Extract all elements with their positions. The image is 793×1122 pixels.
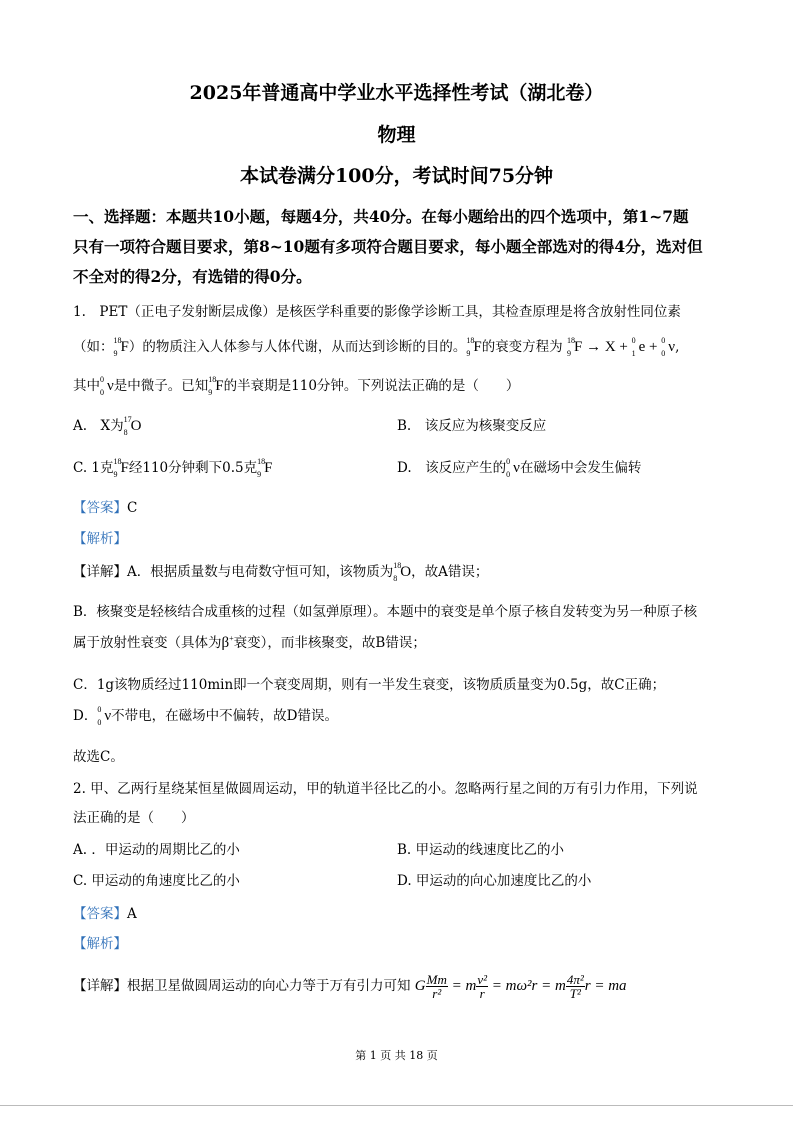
q1-detail-d (73, 704, 338, 725)
q1-stem-text: ）的物质注入人体参与人体代谢，从而达到诊断的目的。 (128, 339, 467, 355)
detail-text: 属于放射性衰变（具体为 (73, 635, 222, 651)
q1-stem-line3 (73, 374, 519, 395)
gravitation-formula: G $\frac{Mm}{\text{r²}}$ = m $\frac{\text{v²}}{r}$ = mω²r = m $\frac{\text{4π²}}{\text{T²}}$ r = ma (414, 972, 627, 1001)
o18-nuclide: 18 8 O (393, 561, 412, 583)
q1-stem-text: 的衰变方程为 (481, 339, 563, 355)
q1-conclusion: 故选C。 (73, 749, 124, 765)
answer-label: 【答案】 (73, 906, 127, 922)
detail-text: 根据卫星做圆周运动的向心力等于万有引力可知 (127, 977, 411, 994)
q1-stem-text: 是中微子。已知 (113, 378, 209, 394)
neutrino-symbol: 0 0 ν (506, 457, 520, 479)
subject-title: 物理 (377, 124, 416, 146)
q1-detail-a (73, 560, 488, 581)
detail-text: A．根据质量数与电荷数守恒可知，该物质为 (127, 564, 394, 580)
option-a-text: A. X为 (73, 418, 124, 434)
q1-option-b: B. 该反应为核聚变反应 (397, 418, 547, 434)
decay-equation: 18 9 F → X + 0 1 e + 0 0 ν (566, 336, 676, 358)
f18-nuclide: 18 9 F (113, 336, 129, 358)
f18-nuclide: 18 9 F (257, 457, 273, 479)
f18-nuclide: 18 9 F (466, 336, 482, 358)
q2-option-d: D. 甲运动的向心加速度比乙的小 (397, 873, 592, 889)
detail-text: 不带电，在磁场中不偏转，故D错误。 (111, 708, 338, 724)
beta-plus-symbol: β+ (221, 634, 234, 651)
q1-option-c (73, 456, 272, 477)
detail-text: 衰变），而非核聚变，故B错误； (233, 635, 426, 651)
q1-stem-line2: （如： 18 9 F）的物质注入人体参与人体代谢，从而达到诊断的目的。 18 9 F的衰变方程为 18 9 F → X + 0 1 e + 0 0 ν, (73, 336, 680, 358)
q1-stem-text: 的半衰期是110分钟。下列说法正确的是（ ） (223, 378, 520, 394)
q2-option-c: C. 甲运动的角速度比乙的小 (73, 873, 240, 889)
f18-nuclide: 18 9 F (208, 375, 224, 397)
o17-nuclide: 17 8 O (123, 415, 142, 437)
detail-label: 【详解】 (73, 564, 127, 580)
q2-option-a: A. ．甲运动的周期比乙的小 (73, 842, 240, 858)
q2-stem-line2: 法正确的是（ ） (73, 810, 195, 826)
option-d-text: D. 该反应产生的 (397, 460, 507, 476)
neutrino-symbol: 0 0 ν (97, 705, 112, 727)
page-bottom-divider (0, 1105, 793, 1106)
option-d-text: 在磁场中会发生偏转 (519, 460, 642, 476)
exam-info: 本试卷满分100分，考试时间75分钟 (239, 165, 554, 187)
q2-option-b: B. 甲运动的线速度比乙的小 (397, 842, 565, 858)
q1-option-d (397, 456, 641, 477)
page-number: 第 1 页 共 18 页 (355, 1049, 438, 1062)
answer-value: A (127, 906, 137, 922)
detail-text: ，故A错误； (411, 564, 489, 580)
section-instructions-line1: 一、选择题：本题共10小题，每题4分，共40分。在每小题给出的四个选项中，第1~7题 (73, 207, 689, 226)
q1-answer (73, 496, 137, 516)
q2-answer (73, 902, 137, 922)
q2-stem-line1: 2. 甲、乙两行星绕某恒星做圆周运动，甲的轨道半径比乙的小。忽略两行星之间的万有引力作用，下列说 (73, 781, 698, 797)
answer-value: C (127, 500, 138, 516)
option-c-text: C. 1克 (73, 460, 114, 476)
section-instructions-line3: 不全对的得2分，有选错的得0分。 (73, 267, 312, 286)
detail-label: 【详解】 (73, 977, 127, 994)
q1-detail-b1: B．核聚变是轻核结合成重核的过程（如氢弹原理）。本题中的衰变是单个原子核自发转变为另一种原子核 (73, 604, 698, 620)
q2-detail (73, 973, 627, 1000)
q1-option-a (73, 414, 142, 435)
q1-detail-b2 (73, 631, 426, 652)
q1-analysis-label: 【解析】 (73, 531, 127, 547)
q1-stem-text: （如： (73, 339, 114, 355)
detail-text: D． (73, 708, 98, 724)
option-c-text: 经110分钟剩下0.5克 (128, 460, 258, 476)
exam-title: 2025年普通高中学业水平选择性考试（湖北卷） (189, 82, 604, 104)
section-instructions-line2: 只有一项符合题目要求，第8~10题有多项符合题目要求，每小题全部选对的得4分，选对但 (73, 237, 703, 256)
q1-stem-text: 其中 (73, 378, 100, 394)
neutrino-symbol: 0 0 ν (100, 375, 114, 397)
q1-stem-line1: 1. PET（正电子发射断层成像）是核医学科重要的影像学诊断工具，其检查原理是将含放射性同位素 (73, 304, 681, 320)
f18-nuclide: 18 9 F (113, 457, 129, 479)
answer-label: 【答案】 (73, 500, 127, 516)
q1-detail-c: C．1g该物质经过110min即一个衰变周期，则有一半发生衰变，该物质质量变为0.5g，故C正确； (73, 677, 666, 693)
q2-analysis-label: 【解析】 (73, 936, 127, 952)
